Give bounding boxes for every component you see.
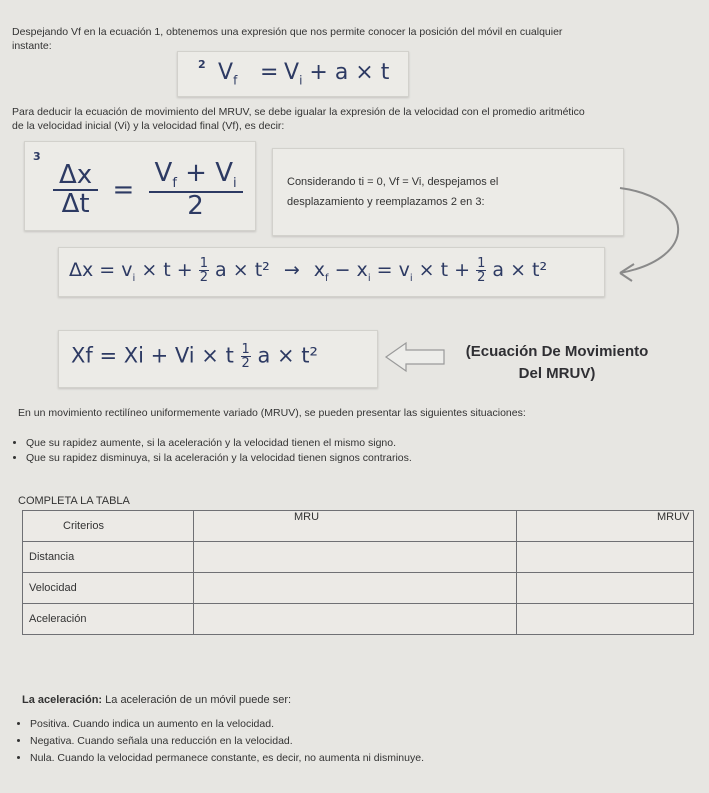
table-row [23, 542, 694, 573]
equation-3-equals: = [112, 175, 135, 206]
equation-5-box [58, 330, 378, 388]
list-item: • Negativa. Cuando señala una reducción en la velocidad. [30, 733, 709, 750]
equation-3-box [24, 141, 256, 231]
equation-2-box [177, 51, 409, 97]
table-row [23, 604, 694, 635]
row-label-distancia: Distancia [23, 542, 194, 573]
table-row [23, 573, 694, 604]
deduction-line-2: de la velocidad inicial (Vi) y la velocidad final (Vf), es decir: [12, 120, 285, 132]
intro-line-2: instante: [12, 40, 52, 52]
equation-3 [53, 160, 243, 220]
two: 2 [187, 190, 204, 221]
arrow-icon: → [283, 259, 300, 281]
deduction-line-1: Para deducir la ecuación de movimiento del MRUV, se debe igualar la expresión de la velocidad con el promedio aritmético [12, 106, 585, 118]
acceleration-text: La aceleración de un móvil puede ser: [102, 694, 292, 706]
table-heading: COMPLETA LA TABLA [18, 495, 130, 507]
header-mruv: MRUV [517, 511, 694, 542]
velocity-sum: $V_f + V_i$ [149, 160, 243, 193]
comparison-table [22, 510, 694, 635]
list-item: • Que su rapidez aumente, si la aceleración y la velocidad tienen el mismo signo. [26, 436, 709, 451]
deduction-text [12, 105, 702, 133]
curved-arrow-icon [600, 178, 700, 288]
delta-x: Δx [53, 162, 98, 191]
equation-number: 2 [198, 58, 206, 71]
mru-aceleracion-cell[interactable] [194, 604, 517, 635]
equation-number: 3 [33, 150, 41, 163]
equation-2-rhs: $V_i + a \times t$ [284, 60, 390, 88]
acceleration-intro [22, 693, 291, 707]
mruv-situations-intro: En un movimiento rectilíneo uniformemente variado (MRUV), se pueden presentar las siguientes situaciones: [18, 407, 526, 419]
intro-text [12, 25, 702, 53]
equation-5: Xf = Xi + Vi × t $\frac{1}{2}$ a × t² [71, 342, 318, 371]
equation-title-line-1: (Ecuación De Movimiento [465, 343, 649, 360]
considering-line-1: Considerando ti = 0, Vf = Vi, despejamos el [287, 176, 499, 188]
acceleration-list [14, 716, 709, 767]
intro-line-1: Despejando Vf en la ecuación 1, obtenemos una expresión que nos permite conocer la posición del móvil en cualquier [12, 26, 563, 38]
mruv-velocidad-cell[interactable] [517, 573, 694, 604]
list-item: • Que su rapidez disminuya, si la aceleración y la velocidad tienen signos contrarios. [26, 451, 709, 466]
acceleration-label: La aceleración: [22, 694, 103, 706]
header-mru: MRU [194, 511, 517, 542]
mruv-distancia-cell[interactable] [517, 542, 694, 573]
list-item: • Positiva. Cuando indica un aumento en la velocidad. [30, 716, 709, 733]
situations-list [10, 436, 709, 466]
equation-title-line-2: Del MRUV) [518, 365, 596, 382]
considering-box [272, 148, 624, 236]
equation-4: $\Delta x = v_i \times t$ + $\frac{1}{2}$ $a \times t^2 \to x_f - x_i = v_i \times t$ + $\frac{1}{2}$ a × t² [69, 256, 548, 285]
mru-velocidad-cell[interactable] [194, 573, 517, 604]
equation-2-lhs: $V_f$ [218, 60, 238, 88]
delta-t: Δt [61, 189, 90, 220]
mru-distancia-cell[interactable] [194, 542, 517, 573]
equation-title [448, 341, 666, 385]
equation-2-equals: = [260, 60, 279, 85]
left-arrow-icon [384, 340, 448, 374]
list-item: • Nula. Cuando la velocidad permanece constante, es decir, no aumenta ni disminuye. [30, 750, 709, 767]
row-label-velocidad: Velocidad [23, 573, 194, 604]
considering-line-2: desplazamiento y reemplazamos 2 en 3: [287, 196, 485, 208]
table-header-row [23, 511, 694, 542]
mruv-aceleracion-cell[interactable] [517, 604, 694, 635]
row-label-aceleracion: Aceleración [23, 604, 194, 635]
equation-4-box [58, 247, 605, 297]
header-criterios: Criterios [23, 511, 194, 542]
